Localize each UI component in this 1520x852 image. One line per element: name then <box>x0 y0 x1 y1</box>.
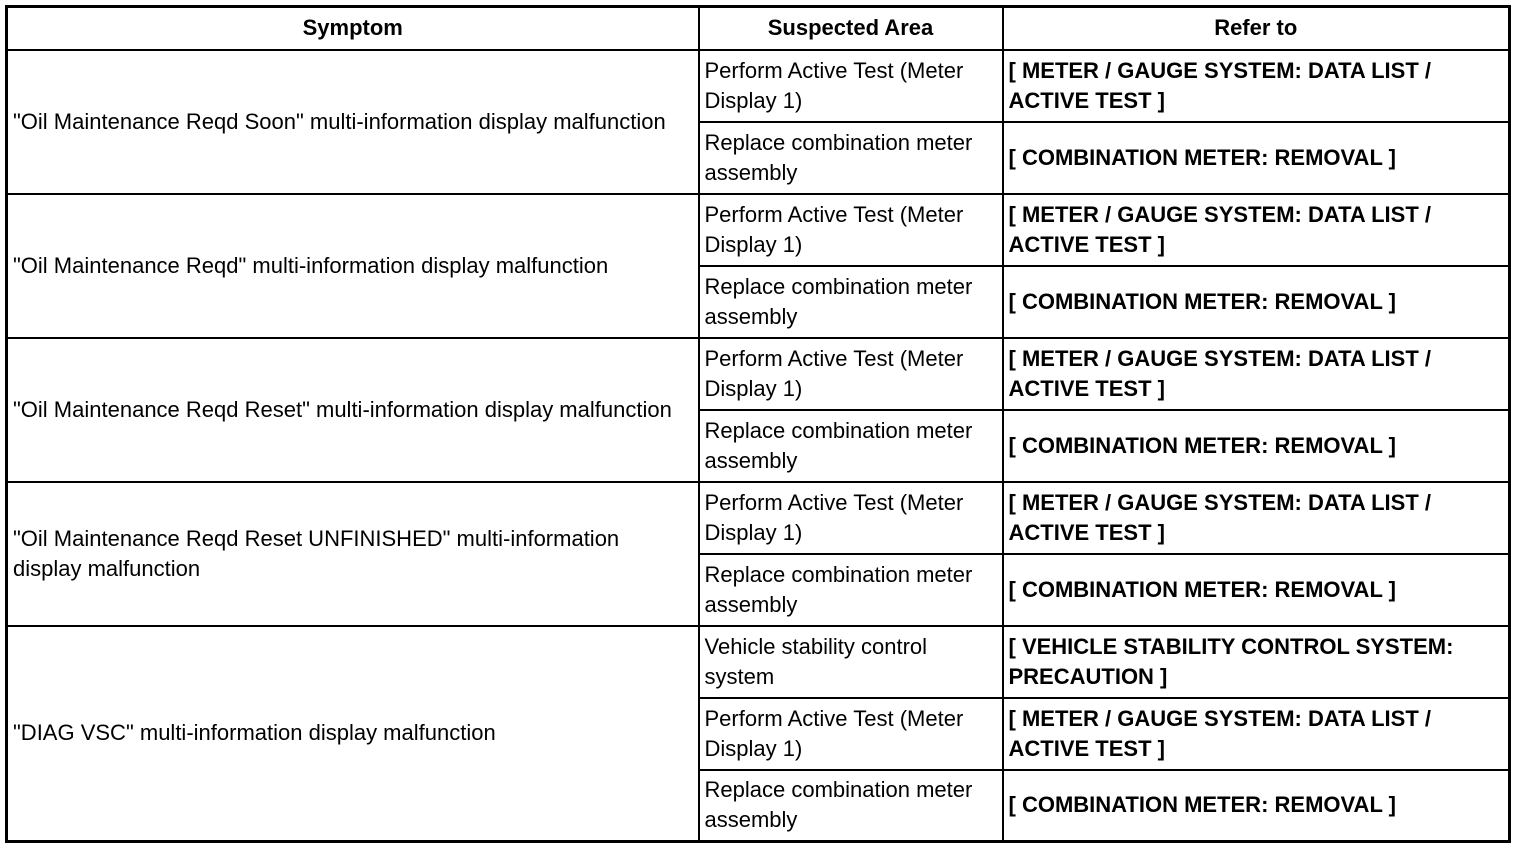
suspected-area-cell: Replace combination meter assembly <box>699 554 1003 626</box>
suspected-area-cell: Vehicle stability control system <box>699 626 1003 698</box>
table-row <box>7 338 1510 410</box>
suspected-area-cell: Replace combination meter assembly <box>699 770 1003 842</box>
refer-link[interactable]: [ METER / GAUGE SYSTEM: DATA LIST / ACTIVE TEST ] <box>1003 194 1510 266</box>
table-row <box>7 50 1510 122</box>
symptom-cell: "Oil Maintenance Reqd Reset UNFINISHED" multi-information display malfunction <box>7 482 699 626</box>
suspected-area-cell: Perform Active Test (Meter Display 1) <box>699 698 1003 770</box>
suspected-area-cell: Perform Active Test (Meter Display 1) <box>699 194 1003 266</box>
refer-link[interactable]: [ COMBINATION METER: REMOVAL ] <box>1003 410 1510 482</box>
symptom-cell: "Oil Maintenance Reqd Reset" multi-information display malfunction <box>7 338 699 482</box>
header-row <box>7 7 1510 50</box>
suspected-area-cell: Perform Active Test (Meter Display 1) <box>699 338 1003 410</box>
refer-link[interactable]: [ COMBINATION METER: REMOVAL ] <box>1003 266 1510 338</box>
refer-link[interactable]: [ METER / GAUGE SYSTEM: DATA LIST / ACTIVE TEST ] <box>1003 338 1510 410</box>
refer-link[interactable]: [ VEHICLE STABILITY CONTROL SYSTEM: PRECAUTION ] <box>1003 626 1510 698</box>
problem-symptoms-table <box>5 5 1511 843</box>
suspected-area-cell: Perform Active Test (Meter Display 1) <box>699 482 1003 554</box>
refer-link[interactable]: [ COMBINATION METER: REMOVAL ] <box>1003 770 1510 842</box>
symptom-cell: "Oil Maintenance Reqd" multi-information display malfunction <box>7 194 699 338</box>
refer-link[interactable]: [ METER / GAUGE SYSTEM: DATA LIST / ACTIVE TEST ] <box>1003 482 1510 554</box>
refer-link[interactable]: [ METER / GAUGE SYSTEM: DATA LIST / ACTIVE TEST ] <box>1003 698 1510 770</box>
symptom-cell: "Oil Maintenance Reqd Soon" multi-information display malfunction <box>7 50 699 194</box>
refer-link[interactable]: [ COMBINATION METER: REMOVAL ] <box>1003 554 1510 626</box>
header-suspected-area: Suspected Area <box>699 7 1003 50</box>
header-symptom: Symptom <box>7 7 699 50</box>
table-row <box>7 482 1510 554</box>
suspected-area-cell: Replace combination meter assembly <box>699 410 1003 482</box>
symptom-cell: "DIAG VSC" multi-information display malfunction <box>7 626 699 842</box>
table-row <box>7 626 1510 698</box>
table-row <box>7 194 1510 266</box>
refer-link[interactable]: [ METER / GAUGE SYSTEM: DATA LIST / ACTIVE TEST ] <box>1003 50 1510 122</box>
suspected-area-cell: Replace combination meter assembly <box>699 266 1003 338</box>
refer-link[interactable]: [ COMBINATION METER: REMOVAL ] <box>1003 122 1510 194</box>
header-refer-to: Refer to <box>1003 7 1510 50</box>
suspected-area-cell: Perform Active Test (Meter Display 1) <box>699 50 1003 122</box>
suspected-area-cell: Replace combination meter assembly <box>699 122 1003 194</box>
